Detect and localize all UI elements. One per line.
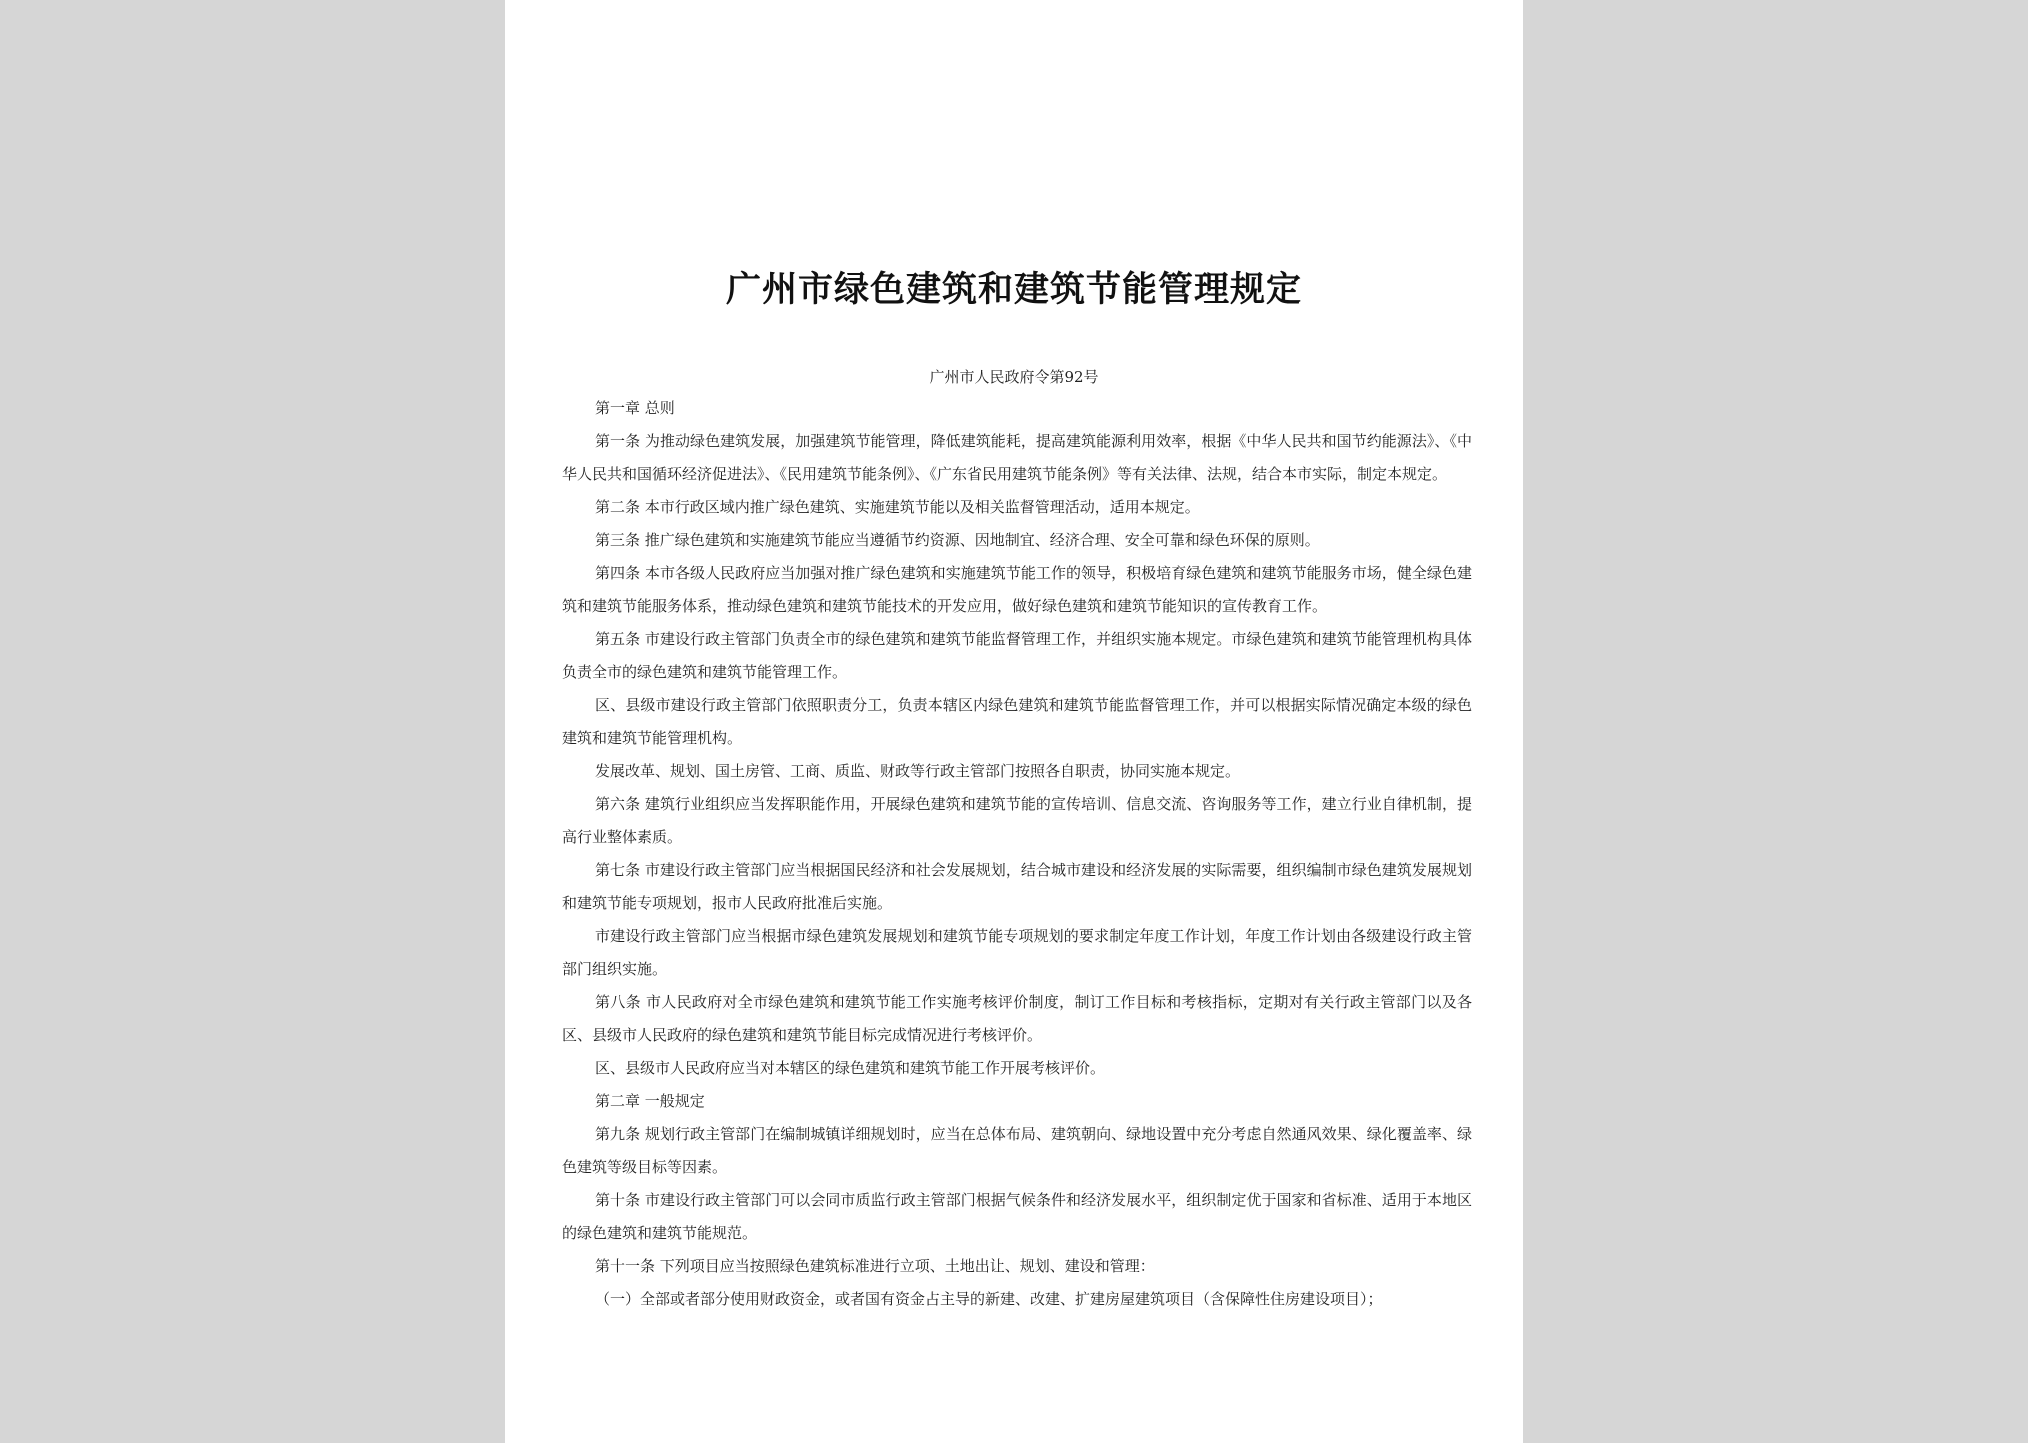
document-body — [562, 392, 1472, 1316]
article-paragraph: （一）全部或者部分使用财政资金，或者国有资金占主导的新建、改建、扩建房屋建筑项目（含保障性住房建设项目）； — [595, 1290, 1383, 1308]
document-page — [505, 0, 1523, 1443]
chapter-heading: 第一章 总则 — [595, 399, 675, 417]
chapter-heading: 第二章 一般规定 — [595, 1092, 705, 1110]
decree-number: 广州市人民政府令第92号 — [929, 368, 1099, 386]
article-paragraph: 第十一条 下列项目应当按照绿色建筑标准进行立项、土地出让、规划、建设和管理： — [595, 1257, 1155, 1275]
article-paragraph: 第八条 市人民政府对全市绿色建筑和建筑节能工作实施考核评价制度，制订工作目标和考核指标，定期对有关行政主管部门以及各区、县级市人民政府的绿色建筑和建筑节能目标完成情况进行考核评价。 — [562, 993, 1472, 1044]
article-paragraph: 第四条 本市各级人民政府应当加强对推广绿色建筑和实施建筑节能工作的领导，积极培育绿色建筑和建筑节能服务市场，健全绿色建筑和建筑节能服务体系，推动绿色建筑和建筑节能技术的开发应用，做好绿色建筑和建筑节能知识的宣传教育工作。 — [562, 564, 1472, 615]
article-paragraph: 区、县级市人民政府应当对本辖区的绿色建筑和建筑节能工作开展考核评价。 — [595, 1059, 1106, 1077]
article-paragraph: 市建设行政主管部门应当根据市绿色建筑发展规划和建筑节能专项规划的要求制定年度工作计划，年度工作计划由各级建设行政主管部门组织实施。 — [562, 927, 1472, 978]
document-title: 广州市绿色建筑和建筑节能管理规定 — [725, 270, 1302, 310]
article-paragraph: 第十条 市建设行政主管部门可以会同市质监行政主管部门根据气候条件和经济发展水平，组织制定优于国家和省标准、适用于本地区的绿色建筑和建筑节能规范。 — [562, 1191, 1472, 1242]
article-paragraph: 第七条 市建设行政主管部门应当根据国民经济和社会发展规划，结合城市建设和经济发展的实际需要，组织编制市绿色建筑发展规划和建筑节能专项规划，报市人民政府批准后实施。 — [562, 861, 1472, 912]
article-paragraph: 第二条 本市行政区域内推广绿色建筑、实施建筑节能以及相关监督管理活动，适用本规定。 — [595, 498, 1200, 516]
article-paragraph: 第一条 为推动绿色建筑发展，加强建筑节能管理，降低建筑能耗，提高建筑能源利用效率，根据《中华人民共和国节约能源法》、《中华人民共和国循环经济促进法》、《民用建筑节能条例》、《广东省民用建筑节能条例》等有关法律、法规，结合本市实际，制定本规定。 — [562, 432, 1472, 483]
article-paragraph: 区、县级市建设行政主管部门依照职责分工，负责本辖区内绿色建筑和建筑节能监督管理工作，并可以根据实际情况确定本级的绿色建筑和建筑节能管理机构。 — [562, 696, 1472, 747]
article-paragraph: 第三条 推广绿色建筑和实施建筑节能应当遵循节约资源、因地制宜、经济合理、安全可靠和绿色环保的原则。 — [595, 531, 1320, 549]
article-paragraph: 第六条 建筑行业组织应当发挥职能作用，开展绿色建筑和建筑节能的宣传培训、信息交流、咨询服务等工作，建立行业自律机制，提高行业整体素质。 — [562, 795, 1472, 846]
article-paragraph: 第九条 规划行政主管部门在编制城镇详细规划时，应当在总体布局、建筑朝向、绿地设置中充分考虑自然通风效果、绿化覆盖率、绿色建筑等级目标等因素。 — [562, 1125, 1472, 1176]
article-paragraph: 发展改革、规划、国土房管、工商、质监、财政等行政主管部门按照各自职责，协同实施本规定。 — [595, 762, 1241, 780]
article-paragraph: 第五条 市建设行政主管部门负责全市的绿色建筑和建筑节能监督管理工作，并组织实施本规定。市绿色建筑和建筑节能管理机构具体负责全市的绿色建筑和建筑节能管理工作。 — [562, 630, 1472, 681]
